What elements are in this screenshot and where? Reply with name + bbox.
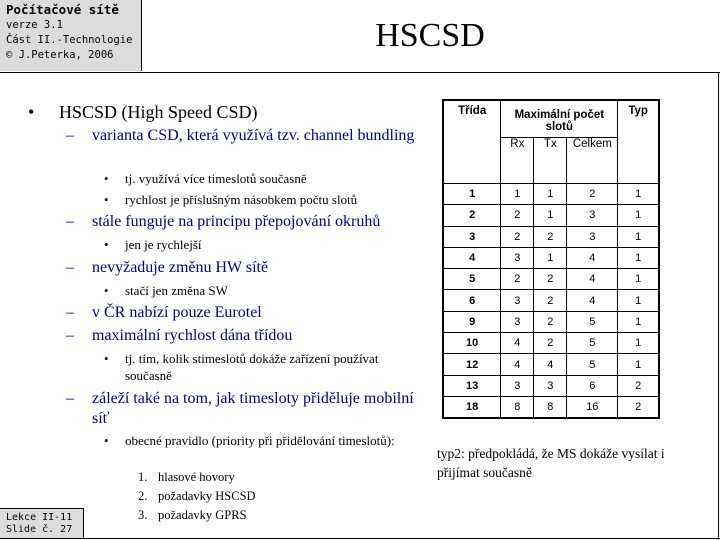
- list-number: 1.: [138, 470, 148, 484]
- cell-rx: 3: [501, 290, 534, 311]
- cell-total: 16: [567, 396, 618, 418]
- table-row: [443, 375, 659, 396]
- header-class: Třída: [443, 100, 501, 184]
- cell-total: 2: [567, 184, 618, 205]
- cell-tx: 4: [534, 354, 567, 375]
- header-total: Celkem: [567, 138, 618, 184]
- header-type: Typ: [618, 100, 659, 184]
- cell-class: 6: [443, 290, 501, 311]
- cell-type: 1: [618, 269, 659, 290]
- cell-class: 13: [443, 375, 501, 396]
- cell-tx: 2: [534, 226, 567, 247]
- cell-rx: 2: [501, 269, 534, 290]
- cell-rx: 3: [501, 247, 534, 268]
- bullet-no-hw-change: nevyžaduje změnu HW sítě: [92, 259, 269, 276]
- list-number: 3.: [138, 508, 148, 522]
- cell-rx: 3: [501, 311, 534, 332]
- cell-total: 5: [567, 311, 618, 332]
- slide-number: Slide č. 27: [6, 524, 73, 535]
- cell-class: 1: [443, 184, 501, 205]
- cell-class: 5: [443, 269, 501, 290]
- cell-tx: 2: [534, 269, 567, 290]
- cell-rx: 2: [501, 226, 534, 247]
- list-number: 2.: [138, 489, 148, 503]
- bullet-timeslots: tj. využívá více timeslotů současně: [125, 171, 307, 186]
- dash-marker: –: [66, 390, 74, 407]
- part-label: Část II.-Technologie: [6, 34, 133, 46]
- cell-rx: 1: [501, 184, 534, 205]
- cell-type: 1: [618, 333, 659, 354]
- cell-tx: 8: [534, 396, 567, 418]
- lesson-label: Lekce II-11: [6, 512, 73, 523]
- course-name: Počítačové sítě: [6, 2, 119, 17]
- cell-class: 9: [443, 311, 501, 332]
- list-item-hscsd: požadavky HSCSD: [158, 489, 256, 503]
- bullet-marker: •: [104, 351, 109, 366]
- table-row: [443, 333, 659, 354]
- table-row: [443, 269, 659, 290]
- bullet-marker: •: [104, 283, 109, 298]
- cell-class: 12: [443, 354, 501, 375]
- cell-rx: 4: [501, 354, 534, 375]
- cell-tx: 2: [534, 333, 567, 354]
- dash-marker: –: [66, 327, 74, 344]
- cell-tx: 1: [534, 247, 567, 268]
- bullet-channel-bundling: varianta CSD, která využívá tzv. channel bundling: [92, 127, 415, 144]
- table-row: [443, 247, 659, 268]
- header-rx: Rx: [501, 138, 534, 184]
- author-label: © J.Peterka, 2006: [6, 49, 114, 61]
- table-row: [443, 226, 659, 247]
- hscsd-class-table: [442, 99, 660, 419]
- version-label: verze 3.1: [6, 19, 63, 31]
- table-row: [443, 396, 659, 418]
- cell-type: 1: [618, 290, 659, 311]
- bullet-sw-change: stačí jen změna SW: [125, 283, 228, 298]
- table-body: [443, 184, 659, 419]
- frame-right-border: [718, 72, 719, 540]
- table-row: [443, 290, 659, 311]
- bullet-circuit-switching: stále funguje na principu přepojování okruhů: [92, 213, 381, 230]
- header-max-slots: Maximální počet slotů: [501, 100, 618, 138]
- slide-footer: [0, 508, 84, 538]
- table-row: [443, 184, 659, 205]
- cell-type: 1: [618, 226, 659, 247]
- table-row: [443, 354, 659, 375]
- dash-marker: –: [66, 304, 74, 321]
- cell-type: 1: [618, 184, 659, 205]
- cell-total: 4: [567, 269, 618, 290]
- cell-rx: 4: [501, 333, 534, 354]
- bullet-marker: •: [104, 171, 109, 186]
- cell-rx: 2: [501, 205, 534, 226]
- table-header-row: [443, 100, 659, 138]
- slide-title: HSCSD: [375, 17, 485, 54]
- table-row: [443, 205, 659, 226]
- bullet-eurotel: v ČR nabízí pouze Eurotel: [92, 304, 262, 321]
- cell-type: 2: [618, 396, 659, 418]
- bullet-marker: •: [104, 433, 109, 448]
- header-tx: Tx: [534, 138, 567, 184]
- bullet-marker: •: [104, 237, 109, 252]
- cell-rx: 8: [501, 396, 534, 418]
- cell-type: 1: [618, 311, 659, 332]
- cell-type: 1: [618, 247, 659, 268]
- bullet-marker: •: [104, 192, 109, 207]
- bullet-network-allocation: záleží také na tom, jak timesloty přiděluje mobilní síť: [92, 390, 414, 427]
- cell-type: 1: [618, 205, 659, 226]
- cell-total: 4: [567, 247, 618, 268]
- cell-tx: 2: [534, 290, 567, 311]
- dash-marker: –: [66, 259, 74, 276]
- cell-class: 10: [443, 333, 501, 354]
- list-item-gprs: požadavky GPRS: [158, 508, 247, 522]
- cell-tx: 1: [534, 184, 567, 205]
- cell-type: 2: [618, 375, 659, 396]
- bullet-marker: •: [28, 102, 35, 122]
- list-item-voice: hlasové hovory: [158, 470, 235, 484]
- cell-class: 3: [443, 226, 501, 247]
- bullet-speed-multiple: rychlost je příslušným násobkem počtu slotů: [125, 192, 358, 207]
- cell-tx: 3: [534, 375, 567, 396]
- bullet-general-rule: obecné pravidlo (priority při přidělování timeslotů):: [125, 433, 395, 448]
- bullet-max-speed: maximální rychlost dána třídou: [92, 327, 293, 344]
- bullet-faster: jen je rychlejší: [125, 237, 202, 252]
- dash-marker: –: [66, 213, 74, 230]
- bullet-hscsd: HSCSD (High Speed CSD): [59, 102, 258, 122]
- cell-total: 4: [567, 290, 618, 311]
- table-row: [443, 311, 659, 332]
- cell-class: 4: [443, 247, 501, 268]
- cell-rx: 3: [501, 375, 534, 396]
- cell-total: 3: [567, 226, 618, 247]
- cell-tx: 1: [534, 205, 567, 226]
- cell-class: 2: [443, 205, 501, 226]
- cell-type: 1: [618, 354, 659, 375]
- cell-class: 18: [443, 396, 501, 418]
- type2-note: typ2: předpokládá, že MS dokáže vysílat i přijímat současně: [437, 446, 665, 480]
- cell-total: 3: [567, 205, 618, 226]
- cell-total: 5: [567, 333, 618, 354]
- bullet-stimeslots: tj. tím, kolik stimeslotů dokáže zařízení používat současně: [125, 351, 379, 383]
- cell-tx: 2: [534, 311, 567, 332]
- cell-total: 6: [567, 375, 618, 396]
- dash-marker: –: [66, 127, 74, 144]
- cell-total: 5: [567, 354, 618, 375]
